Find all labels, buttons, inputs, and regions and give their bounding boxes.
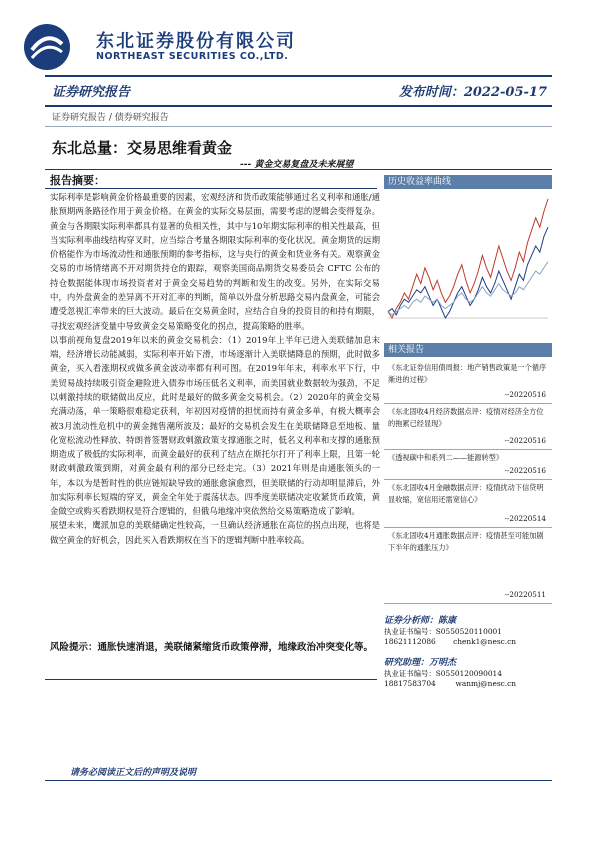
divider — [45, 188, 377, 189]
related-report-date: --20220516 — [504, 390, 546, 399]
related-title: 相关报告 — [384, 343, 552, 357]
analyst-title: 证券分析师：陈康 — [384, 616, 457, 626]
related-report-date: --20220516 — [504, 466, 546, 475]
related-report-item[interactable]: 《东北固收4月金融数据点评：疫情扰动下信贷明显收缩，宽信用还需宽信心》 — [388, 483, 544, 504]
summary-paragraph: 展望未来，鹰派加息的美联储确定性较高，一旦确认经济通胀在高位的拐点出现，也将是做空黄金的好机会，因此买入看跌期权在当下的逻辑判断中胜率较高。 — [50, 520, 380, 545]
divider — [384, 403, 552, 404]
divider — [45, 780, 552, 781]
related-report-date: --20220514 — [504, 514, 546, 523]
divider — [45, 679, 377, 680]
page-subtitle: --- 黄金交易复盘及未来展望 — [240, 160, 354, 170]
page-title: 东北总量：交易思维看黄金 — [52, 139, 233, 157]
summary-label: 报告摘要： — [50, 174, 105, 187]
related-report-date: --20220511 — [504, 590, 546, 599]
related-report-item[interactable]: 《东北固收4月通胀数据点评：疫情甚至可能加剧下半年的通胀压力》 — [388, 531, 544, 552]
company-name-en: NORTHEAST SECURITIES CO.,LTD. — [96, 51, 289, 62]
related-report-item[interactable]: 《透视碳中和系列二——能源转型》 — [388, 453, 504, 462]
analyst-phone: 18621112086 — [384, 637, 436, 646]
related-report-item[interactable]: 《东北固收4月经济数据点评：疫情对经济全方位的拖累已经显现》 — [388, 407, 544, 428]
summary-paragraph: 以事前视角复盘2019年以来的黄金交易机会：（1）2019年上半年已进入美联储加息末端，经济增长动能减弱，实际利率开始下滑，市场逐渐计入美联储降息的预期，此时做多黄金，买入看涨期权或做多黄金波动率都有利可图。在2019年年末，利率水平下行，中美贸易战持续吸引资金避险进入债券市场压低名义利率，而美国就业数据较为强劲，不足以刺激持续的联储做出反应，此时是最好的做多黄金交易机会。（2）2020年的黄金交易充满动荡，单一策略很难稳定获利，年初因对疫情的担忧而持有黄金多单，有极大概率会被3月流动性危机中的黄金抛售潮所波及；最好的交易机会发生在美联储降息至地板、量化宽松流动性释放、特朗普签署财政刺激政策支撑通胀之时，低名义利率和支撑的通胀预期造成了极低的实际利率，而黄金最好的获利了结点在斯托尔打开了利率上限，且第一轮财政刺激政策到期，对黄金最有利的部分已经走完。（3）2021年则是由通胀领头的一年，本以为是暂时性的供应链短缺导致的通胀愈演愈烈，但美联储的行动却明显滞后，外加实际利率长短端的穿叉，黄金全年处于震荡状态。四季度美联储决定收紧货币政策，黄金做空或购买看跌期权是符合逻辑的，但俄乌地缘冲突依然给交易策略造成了影响。 — [50, 334, 380, 517]
summary-body — [50, 190, 380, 547]
footer-disclaimer: 请务必阅读正文后的声明及说明 — [70, 768, 197, 778]
analyst-license: 执业证书编号：S0550120090014 — [384, 669, 502, 678]
series-line-2 — [388, 227, 548, 318]
analyst-title: 研究助理：万明杰 — [384, 658, 457, 668]
related-report-item[interactable]: 《东北证券信用债周报：地产销售政策是一个循序渐进的过程》 — [388, 363, 547, 384]
yield-curve-chart — [384, 191, 552, 326]
analyst-license: 执业证书编号：S0550520110001 — [384, 627, 502, 636]
divider — [45, 126, 552, 127]
analyst-email[interactable]: chenk1@nesc.cn — [453, 637, 516, 646]
chart-title: 历史收益率曲线 — [384, 175, 552, 189]
divider — [384, 449, 552, 450]
divider — [384, 479, 552, 480]
risk-warning: 风险提示：通胀快速消退，美联储紧缩货币政策停滞，地缘政治冲突变化等。 — [50, 642, 374, 653]
analyst-email[interactable]: wanmj@nesc.cn — [455, 679, 516, 688]
company-name-cn: 东北证券股份有限公司 — [96, 31, 296, 52]
breadcrumb: 证券研究报告 / 债券研究报告 — [52, 113, 169, 123]
analyst-block — [384, 613, 552, 646]
publish-date: 发布时间：2022-05-17 — [398, 85, 547, 100]
analyst-phone: 18817583704 — [384, 679, 436, 688]
report-type: 证券研究报告 — [52, 85, 131, 100]
related-report-date: --20220516 — [504, 436, 546, 445]
summary-paragraph: 实际利率是影响黄金价格最重要的因素，宏观经济和货币政策能够通过名义利率和通胀/通胀预期两条路径作用于黄金价格。在黄金的实际交易层面，需要考虑的逻辑会变得复杂。黄金与各期限实际利率都具有显著的负相关性，其中与10年期实际利率的相关性最高，但当实际利率曲线结构穿叉时，应当综合考量各期限实际利率的变化状况。黄金期货的远期价格能作为市场流动性和通胀预期的参考指标，这与央行的黄金和货业务有关。观察黄金交易的市场情绪离不开对期货持仓的跟踪，观察美国商品期货交易委员会 CFTC 公布的持仓数据能体现市场投资者对于黄金交易趋势的判断和发生的改变。另外，在实际交易中，内外盘黄金的差异离不开对汇率的判断，简单以外盘分析思路交易内盘黄金，可能会遭受忽视汇率带来的巨大波动。最后在交易黄金时，应结合自身的投资目的和持有期限，寻找宏观经济变量中导致黄金交易策略变化的拐点，提高策略的胜率。 — [50, 192, 380, 331]
divider — [384, 603, 552, 604]
divider — [45, 169, 552, 170]
divider — [384, 527, 552, 528]
company-logo-icon — [22, 22, 72, 72]
analyst-block — [384, 655, 552, 688]
